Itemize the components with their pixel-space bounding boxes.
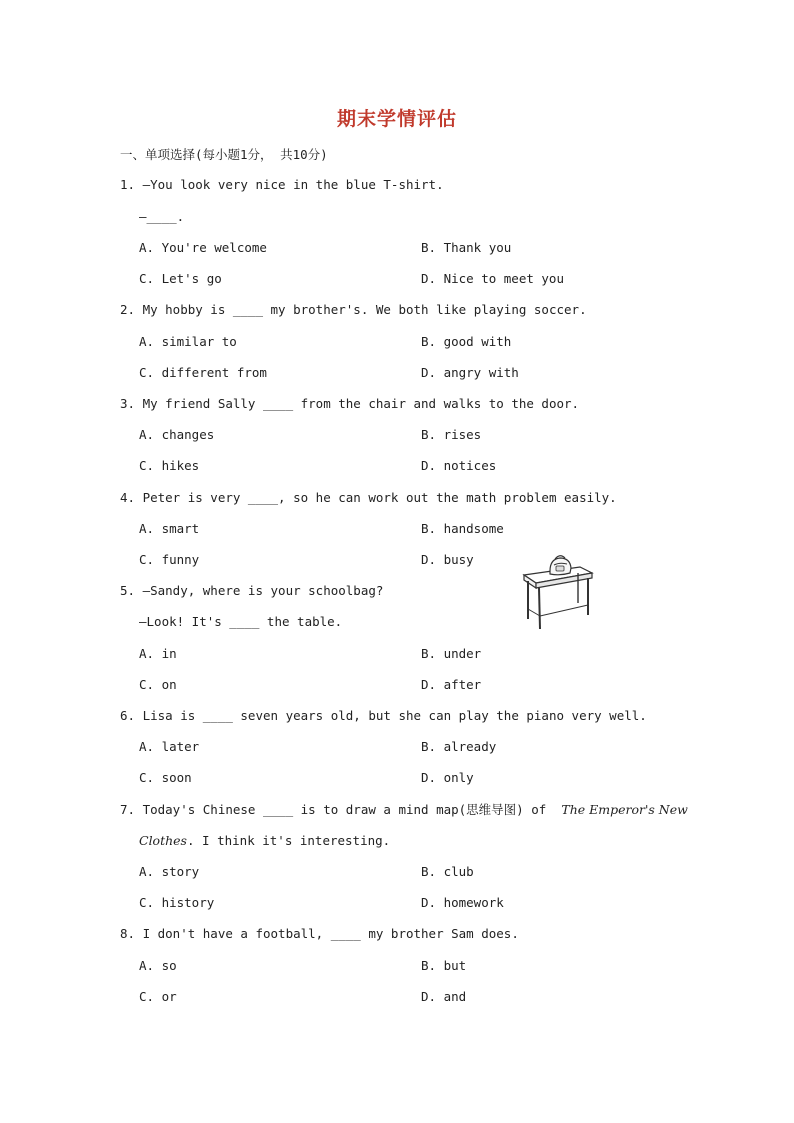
question-4-option-c[interactable]: C. funny xyxy=(139,552,200,567)
question-2-option-a[interactable]: A. similar to xyxy=(139,334,237,349)
question-3-option-c[interactable]: C. hikes xyxy=(139,458,200,473)
question-5-option-c[interactable]: C. on xyxy=(139,677,177,692)
question-4-option-b[interactable]: B. handsome xyxy=(421,521,504,536)
question-7-stem xyxy=(120,802,688,818)
question-2-option-c[interactable]: C. different from xyxy=(139,365,267,380)
question-6-option-c[interactable]: C. soon xyxy=(139,770,192,785)
question-7-option-c[interactable]: C. history xyxy=(139,895,215,910)
question-8-option-c[interactable]: C. or xyxy=(139,989,177,1004)
question-8-option-a[interactable]: A. so xyxy=(139,958,177,973)
question-5-response: —Look! It's ____ the table. xyxy=(139,614,343,629)
question-3-option-a[interactable]: A. changes xyxy=(139,427,215,442)
question-1-option-b[interactable]: B. Thank you xyxy=(421,240,512,255)
question-7-option-b[interactable]: B. club xyxy=(421,864,474,879)
question-7-stem-text: 7. Today's Chinese ____ is to draw a mind map(思维导图) of xyxy=(120,802,547,817)
schoolbag-on-table-illustration xyxy=(520,553,596,633)
question-5-option-b[interactable]: B. under xyxy=(421,646,482,661)
question-5-stem: 5. —Sandy, where is your schoolbag? xyxy=(120,583,384,598)
question-1-option-d[interactable]: D. Nice to meet you xyxy=(421,271,564,286)
question-5-option-d[interactable]: D. after xyxy=(421,677,482,692)
question-8-stem: 8. I don't have a football, ____ my brother Sam does. xyxy=(120,926,519,941)
question-6-stem: 6. Lisa is ____ seven years old, but she can play the piano very well. xyxy=(120,708,647,723)
question-8-option-b[interactable]: B. but xyxy=(421,958,467,973)
question-7-option-a[interactable]: A. story xyxy=(139,864,200,879)
question-1-response-blank: —____. xyxy=(139,209,185,224)
question-7-book-title-end: Clothes xyxy=(139,833,187,848)
question-1-option-c[interactable]: C. Let's go xyxy=(139,271,222,286)
question-2-option-b[interactable]: B. good with xyxy=(421,334,512,349)
question-7-book-title: The Emperor's New xyxy=(561,802,688,817)
question-7-stem-continued xyxy=(139,833,390,849)
question-6-option-b[interactable]: B. already xyxy=(421,739,497,754)
question-3-option-b[interactable]: B. rises xyxy=(421,427,482,442)
question-7-option-d[interactable]: D. homework xyxy=(421,895,504,910)
question-1-stem: 1. —You look very nice in the blue T-shirt. xyxy=(120,177,444,192)
question-4-option-d[interactable]: D. busy xyxy=(421,552,474,567)
question-3-stem: 3. My friend Sally ____ from the chair and walks to the door. xyxy=(120,396,580,411)
question-4-option-a[interactable]: A. smart xyxy=(139,521,200,536)
question-3-option-d[interactable]: D. notices xyxy=(421,458,497,473)
question-2-option-d[interactable]: D. angry with xyxy=(421,365,519,380)
question-6-option-d[interactable]: D. only xyxy=(421,770,474,785)
question-2-stem: 2. My hobby is ____ my brother's. We both like playing soccer. xyxy=(120,302,587,317)
section-heading: 一、单项选择(每小题1分， 共10分) xyxy=(120,147,328,162)
page-title: 期末学情评估 xyxy=(336,108,457,130)
question-8-option-d[interactable]: D. and xyxy=(421,989,467,1004)
question-1-option-a[interactable]: A. You're welcome xyxy=(139,240,267,255)
question-5-option-a[interactable]: A. in xyxy=(139,646,177,661)
question-6-option-a[interactable]: A. later xyxy=(139,739,200,754)
question-4-stem: 4. Peter is very ____, so he can work out the math problem easily. xyxy=(120,490,617,505)
question-7-stem-end: . I think it's interesting. xyxy=(186,833,391,848)
